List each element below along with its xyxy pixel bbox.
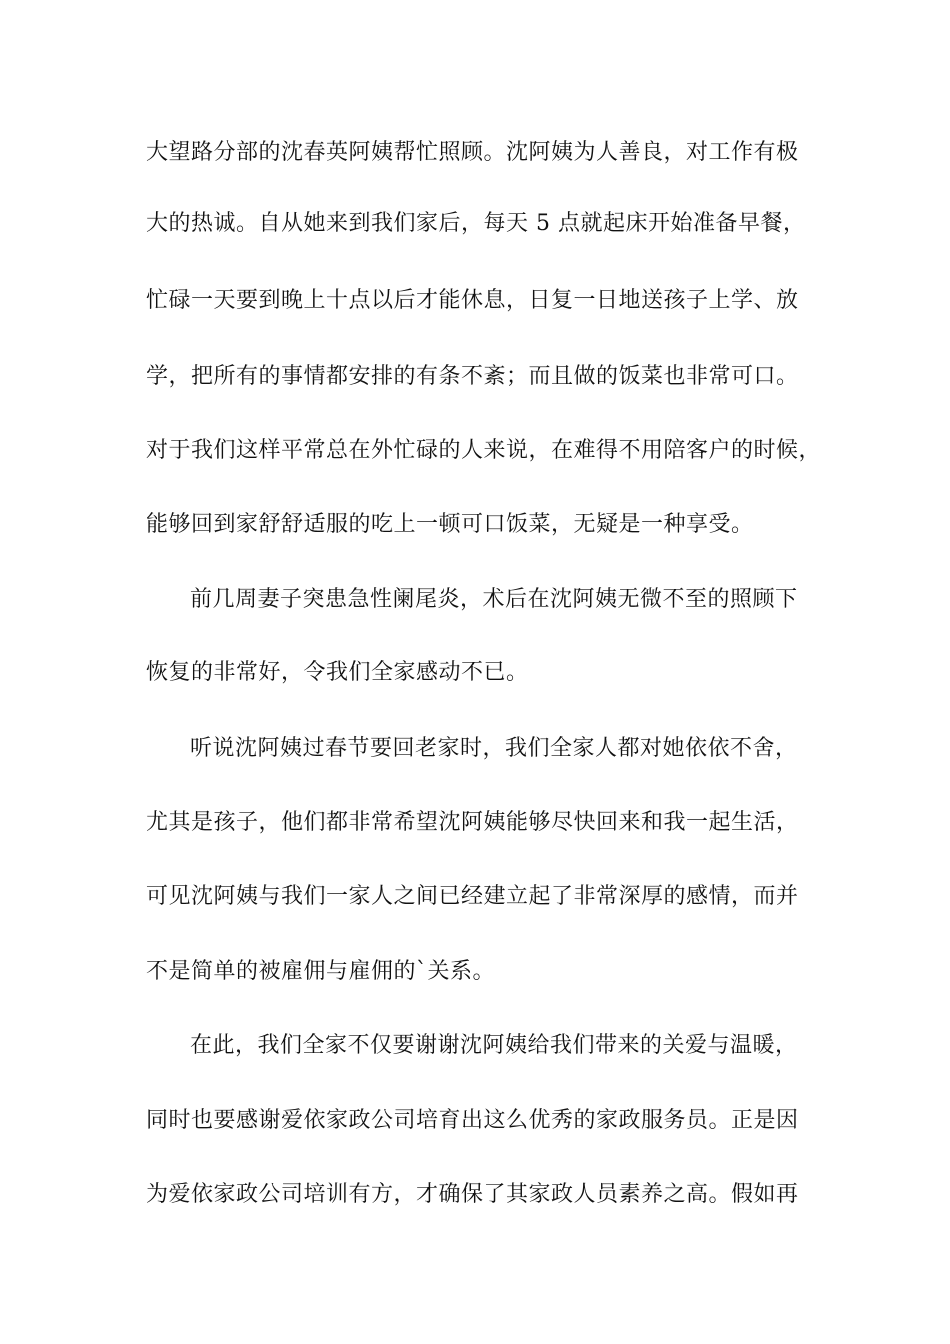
paragraph-start-line: 听说沈阿姨过春节要回老家时，我们全家人都对她依依不舍，	[190, 736, 798, 761]
text-line: 忙碌一天要到晚上十点以后才能休息，日复一日地送孩子上学、放	[146, 288, 799, 313]
text-line: 可见沈阿姨与我们一家人之间已经建立起了非常深厚的感情，而并	[146, 884, 799, 909]
text-line: 尤其是孩子，他们都非常希望沈阿姨能够尽快回来和我一起生活，	[146, 810, 799, 835]
text-line: 为爱依家政公司培训有方，才确保了其家政人员素养之高。假如再	[146, 1182, 799, 1207]
text-line: 学，把所有的事情都安排的有条不紊；而且做的饭菜也非常可口。	[146, 364, 799, 389]
text-line: 大望路分部的沈春英阿姨帮忙照顾。沈阿姨为人善良，对工作有极	[146, 140, 799, 165]
paragraph-start-line: 前几周妻子突患急性阑尾炎，术后在沈阿姨无微不至的照顾下	[190, 587, 798, 612]
paragraph-start-line: 在此，我们全家不仅要谢谢沈阿姨给我们带来的关爱与温暖，	[190, 1033, 798, 1058]
text-line: 大的热诚。自从她来到我们家后，每天 5 点就起床开始准备早餐，	[146, 211, 806, 236]
text-line: 同时也要感谢爱依家政公司培育出这么优秀的家政服务员。正是因	[146, 1108, 799, 1133]
text-line: 对于我们这样平常总在外忙碌的人来说，在难得不用陪客户的时候，	[146, 438, 822, 463]
text-line: 能够回到家舒舒适服的吃上一顿可口饭菜，无疑是一种享受。	[146, 512, 754, 537]
text-line: 不是简单的被雇佣与雇佣的`关系。	[146, 959, 496, 984]
text-line: 恢复的非常好，令我们全家感动不已。	[146, 660, 529, 685]
